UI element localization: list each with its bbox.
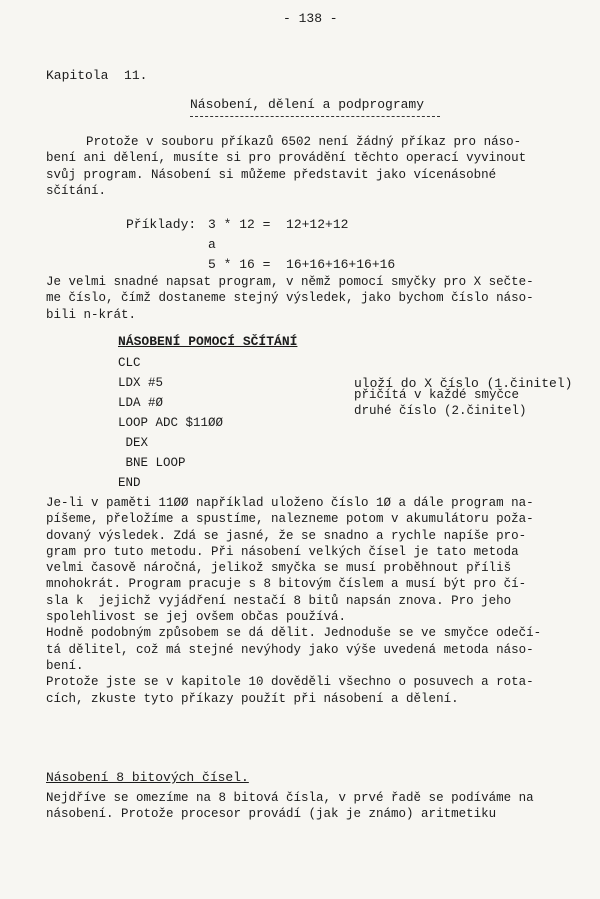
para4-line: Nejdříve se omezíme na 8 bitová čísla, v prvé řadě se podíváme na — [46, 791, 534, 805]
code-line: LDA #Ø — [118, 396, 164, 410]
section-heading: Násobení 8 bitových čísel. — [46, 770, 249, 785]
para4-line: násobení. Protože procesor provádí (jak je známo) aritmetiku — [46, 807, 497, 822]
para3-line: spolehlivost se jej ovšem občas používá. — [46, 610, 347, 625]
intro-line: sčítání. — [46, 183, 107, 198]
para3-line: Hodně podobným způsobem se dá dělit. Jednoduše se ve smyčce odečí- — [46, 626, 542, 641]
paragraph-2 — [46, 274, 586, 323]
para3-line: Protože jste se v kapitole 10 dověděli všechno o posuvech a rota- — [46, 675, 534, 690]
code-line: BNE LOOP — [118, 456, 186, 470]
para3-line: píšeme, přeložíme a spustíme, nalezneme potom v akumulátoru poža- — [46, 512, 534, 527]
para2-line: Je velmi snadné napsat program, v němž pomocí smyčky pro X sečte- — [46, 275, 534, 289]
code-line: LDX #5 — [118, 376, 164, 390]
paragraph-4 — [46, 790, 586, 823]
code-listing — [118, 355, 223, 495]
code-line: END — [118, 476, 141, 490]
code-comment-1: uloží do X číslo (1.činitel) — [354, 376, 573, 391]
intro-line: svůj program. Násobení si můžeme představit jako vícenásobné — [46, 167, 497, 182]
chapter-title: Násobení, dělení a podprogramy — [190, 97, 425, 112]
page-number: - 138 - — [283, 11, 338, 26]
comment-line: druhé číslo (2.činitel) — [354, 404, 527, 419]
examples-label: Příklady: — [126, 217, 197, 232]
para3-line: cích, zkuste tyto příkazy použít při násobení a dělení. — [46, 691, 459, 706]
para3-line: bení. — [46, 658, 84, 673]
code-line: LOOP ADC $11ØØ — [118, 416, 224, 430]
para2-line: bili n-krát. — [46, 307, 137, 322]
para3-line: mnohokrát. Program pracuje s 8 bitovým číslem a musí být pro čí- — [46, 577, 527, 592]
title-underline — [190, 116, 440, 117]
code-title: NÁSOBENÍ POMOCÍ SČÍTÁNÍ — [118, 334, 298, 349]
example-conjunction: a — [208, 237, 216, 252]
para3-line: velmi časově náročná, jelikož smyčka se musí proběhnout příliš — [46, 561, 512, 576]
code-line: DEX — [118, 436, 149, 450]
example-1: 3 * 12 = 12+12+12 — [208, 217, 349, 232]
comment-line: přičítá v každé smyčce — [354, 388, 520, 402]
para3-line: tá dělitel, což má stejné nevýhody jako výše uvedená metoda náso- — [46, 642, 534, 657]
para3-line: gram pro tuto metodu. Při násobení velkých čísel je tato metoda — [46, 544, 519, 559]
example-2: 5 * 16 = 16+16+16+16+16 — [208, 257, 396, 272]
paragraph-3 — [46, 495, 586, 707]
chapter-label: Kapitola 11. — [46, 68, 148, 83]
para3-line: dovaný výsledek. Zdá se jasné, že se snadno a rychle napíše pro- — [46, 528, 527, 543]
code-comment-2 — [354, 387, 527, 420]
para3-line: sla k jejichž vyjádření nestačí 8 bitů napsán znova. Pro jeho — [46, 593, 512, 608]
para3-line: Je-li v paměti 11ØØ například uloženo číslo 1Ø a dále program na- — [46, 496, 534, 510]
intro-line: Protože v souboru příkazů 6502 není žádný příkaz pro náso- — [86, 135, 522, 149]
code-line: CLC — [118, 356, 141, 370]
para2-line: me číslo, čímž dostaneme stejný výsledek, jako bychom číslo náso- — [46, 291, 534, 306]
intro-line: bení ani dělení, musíte si pro provádění těchto operací vyvinout — [46, 151, 527, 166]
intro-paragraph — [46, 134, 586, 199]
